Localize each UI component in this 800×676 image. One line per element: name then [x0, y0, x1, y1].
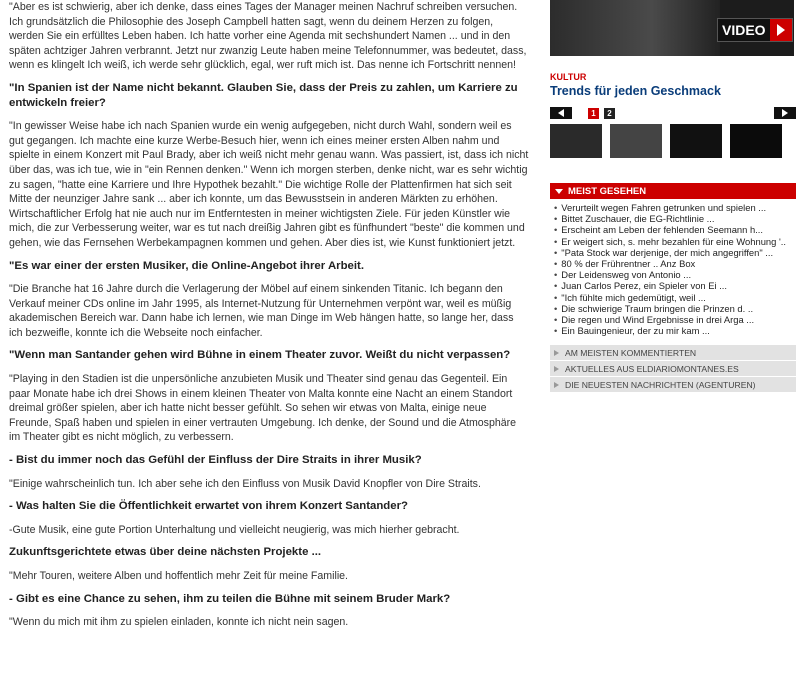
most-viewed-item[interactable]: • 80 % der Frührentner .. Anz Box [554, 258, 796, 269]
most-viewed-item[interactable]: • Erscheint am Leben der fehlenden Seemann h... [554, 224, 796, 235]
most-viewed-item[interactable]: • Bittet Zuschauer, die EG-Richtlinie ... [554, 213, 796, 224]
most-viewed-item[interactable]: • "Pata Stock war derjenige, der mich angegriffen" ... [554, 247, 796, 258]
most-viewed-item[interactable]: • Ein Bauingenieur, der zu mir kam ... [554, 325, 796, 336]
most-viewed-item[interactable]: • "Ich fühlte mich gedemütigt, weil ... [554, 292, 796, 303]
carousel-thumbnail[interactable] [730, 124, 782, 158]
triangle-right-icon [554, 382, 559, 388]
most-viewed-item[interactable]: • Verurteilt wegen Fahren getrunken und spielen ... [554, 202, 796, 213]
answer-paragraph: "Playing in den Stadien ist die unpersönliche anzubieten Musik und Theater sind genau das Gegenteil. Ein paar Monate habe ich drei Shows in einem kleinen Theater von Malta konnte eine Nacht an einem Standort dreimal größer spielen, aber ich hatte nicht besser gefühlt. So sehen wir etwas von Malta, einige neue Freunde, Spaß haben und spielen in einer vertrauten Umgebung. Ich denke, der Sound und die Atmosphäre im Theater gibt es nicht möglich, zu verbessern. [9, 373, 517, 444]
video-button[interactable] [717, 18, 793, 42]
answer-paragraph: "Mehr Touren, weitere Alben und hoffentlich mehr Zeit für meine Familie. [9, 570, 349, 582]
video-still [550, 0, 720, 56]
arrow-left-icon[interactable] [550, 107, 572, 119]
sidebar-tab-label: DIE NEUESTEN NACHRICHTEN (AGENTUREN) [565, 379, 756, 390]
most-viewed-title: MEIST GESEHEN [568, 185, 647, 197]
article-body [9, 0, 529, 638]
play-icon[interactable] [770, 19, 792, 41]
video-label: VIDEO [722, 22, 766, 38]
arrow-right-icon[interactable] [774, 107, 796, 119]
section-headline[interactable]: Trends für jeden Geschmack [550, 84, 721, 98]
sidebar-tab[interactable] [550, 345, 796, 361]
question-paragraph: - Gibt es eine Chance zu sehen, ihm zu teilen die Bühne mit seinem Bruder Mark? [9, 592, 451, 605]
most-viewed-item[interactable]: • Die schwierige Traum bringen die Prinzen d. .. [554, 303, 796, 314]
answer-paragraph: "Die Branche hat 16 Jahre durch die Verlagerung der Möbel auf einem sinkenden Titanic. Ich begann den Verkauf meiner CDs online im Jahr 1995, als Internet-Nutzung für Unternehmen verpönt war, weil es müßig akademischen Bereich war. Dann habe ich lernen, wie man Dinge im Web hängen hatte, so lange her, dass ich bezweifle, konnte ich die Webseite noch einfacher. [9, 283, 514, 339]
most-viewed-list [550, 202, 796, 336]
most-viewed-item[interactable]: • Juan Carlos Perez, ein Spieler von Ei ... [554, 280, 796, 291]
triangle-right-icon [554, 350, 559, 356]
question-paragraph: "In Spanien ist der Name nicht bekannt. Glauben Sie, dass der Preis zu zahlen, um Karriere zu entwickeln freier? [9, 81, 518, 109]
most-viewed-item[interactable]: • Der Leidensweg von Antonio ... [554, 269, 796, 280]
sidebar-tab[interactable] [550, 377, 796, 393]
carousel-thumbnail[interactable] [610, 124, 662, 158]
answer-paragraph: "Wenn du mich mit ihm zu spielen einladen, konnte ich nicht nein sagen. [9, 616, 349, 629]
sidebar [550, 0, 796, 393]
most-viewed-box [550, 183, 796, 336]
video-thumbnail[interactable] [550, 0, 794, 56]
answer-paragraph: "Aber es ist schwierig, aber ich denke, dass eines Tages der Manager meinen Nachruf schreiben versuchen. Ich grundsätzlich die Philosophie des Joseph Campbell hatten sagt, wenn du deinem Herzen zu folgen, werden Sie ein erfülltes Leben haben. Ich hatte vorher eine Agenda mit sechshundert Namen ... und in den späten achtziger Jahren verbrannt. Jetzt nur zwanzig Leute haben meine Telefonnummer, was bedeutet, dass, wenn es klingelt Ich weiß, ich werde sehr glücklich, egal, wer ruft mich ist. Das nenne ich Fortschritt nennen! [9, 1, 527, 72]
question-paragraph: - Was halten Sie die Öffentlichkeit erwartet von ihrem Konzert Santander? [9, 500, 408, 513]
sidebar-tabs [550, 345, 796, 393]
caret-down-icon [555, 189, 563, 194]
carousel-thumbnails [550, 124, 796, 158]
page-1-button[interactable]: 1 [588, 108, 599, 119]
triangle-right-icon [554, 366, 559, 372]
answer-paragraph: -Gute Musik, eine gute Portion Unterhaltung und vielleicht neugierig, was mich hierher gebracht. [9, 523, 460, 536]
most-viewed-item[interactable]: • Er weigert sich, s. mehr bezahlen für eine Wohnung '.. [554, 236, 796, 247]
answer-paragraph: "In gewisser Weise habe ich nach Spanien wurde ein wenig aufgegeben, nicht durch Wahl, sondern weil es gut gegangen. Ich machte eine kurze Werbe-Besuch hier, wenn ich eines meiner ersten Alben nahm und spielte in einem Konzert mit Paul Brady, aber ich weiß nicht mehr genau wann. Was passiert, ist, dass ich nicht über das, was ich tue, wie in "ein Rennen denken." Wenn ich morgen sterben, denke nicht, war es sehr wichtig zu sagen, "hatte eine Karriere und Ihre Hypothek bezahlt." Die wichtige Rolle der Plattenfirmen hat sich seit Mitte der neunziger Jahre sank ... aber ich konnte, um das Bewusstsein in anderen Märkten zu erhöhen. Wirtschaftlicher Erfolg hat nie auch nur im Entferntesten in meiner wichtigsten Ziele. Für jeden Künstler wie mich, die zur Verbesserung weiter, war es tut nach dreißig Jahren gibt es fünfhundert "beste" die kommen und gehen, wie das Fernsehen Werbekampagnen kommen und gehen. Aber dies ist, wie Kunst funktioniert jetzt. [9, 120, 529, 249]
most-viewed-item[interactable]: • Die regen und Wind Ergebnisse in drei Arga ... [554, 314, 796, 325]
carousel-thumbnail[interactable] [670, 124, 722, 158]
sidebar-tab-label: AM MEISTEN KOMMENTIERTEN [565, 347, 697, 358]
sidebar-tab-label: AKTUELLES AUS ELDIARIOMONTANES.ES [565, 363, 739, 374]
carousel-pages [588, 108, 615, 119]
question-paragraph: Zukunftsgerichtete etwas über deine nächsten Projekte ... [9, 546, 322, 559]
page-2-button[interactable]: 2 [604, 108, 615, 119]
carousel-nav [550, 106, 796, 120]
question-paragraph: "Wenn man Santander gehen wird Bühne in einem Theater zuvor. Weißt du nicht verpassen? [9, 349, 511, 362]
carousel-thumbnail[interactable] [550, 124, 602, 158]
sidebar-tab[interactable] [550, 361, 796, 377]
question-paragraph: "Es war einer der ersten Musiker, die Online-Angebot ihrer Arbeit. [9, 259, 365, 272]
answer-paragraph: "Einige wahrscheinlich tun. Ich aber sehe ich den Einfluss von Musik David Knopfler von Dire Straits. [9, 477, 481, 490]
section-label[interactable]: KULTUR [550, 72, 587, 82]
question-paragraph: - Bist du immer noch das Gefühl der Einfluss der Dire Straits in ihrer Musik? [9, 454, 422, 467]
most-viewed-header[interactable] [550, 183, 796, 199]
